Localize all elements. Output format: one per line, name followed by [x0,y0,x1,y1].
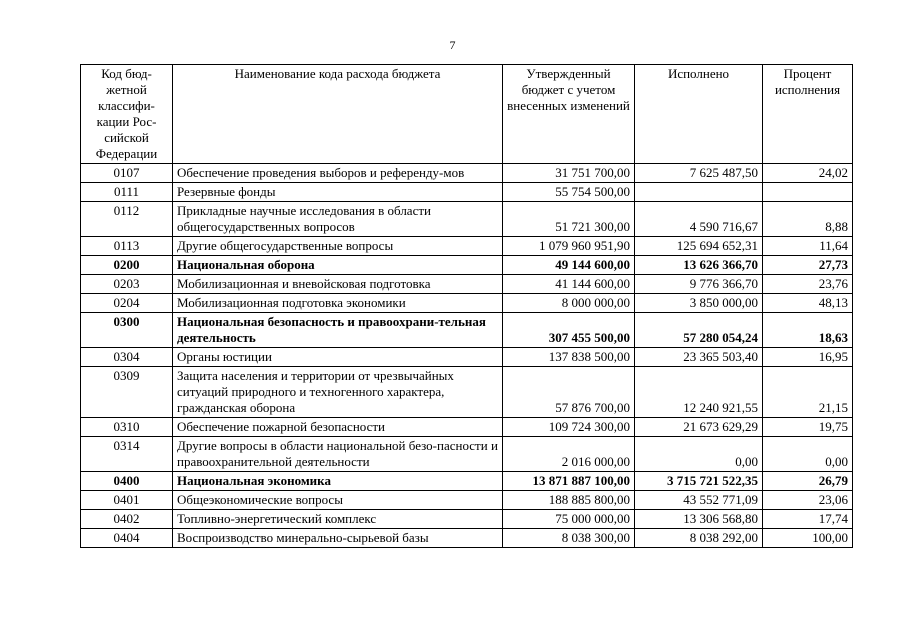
row-code: 0314 [81,437,173,472]
table-row [81,256,853,275]
table-row [81,418,853,437]
row-executed: 3 850 000,00 [635,294,763,313]
row-approved: 41 144 600,00 [503,275,635,294]
table-row [81,367,853,418]
row-code: 0404 [81,529,173,548]
row-approved: 31 751 700,00 [503,164,635,183]
row-approved: 109 724 300,00 [503,418,635,437]
row-name: Национальная экономика [173,472,503,491]
header-approved: Утвержденный бюджет с учетом внесенных изменений [503,65,635,164]
row-executed: 3 715 721 522,35 [635,472,763,491]
row-percent: 0,00 [763,437,853,472]
budget-execution-table [80,64,853,548]
row-approved: 137 838 500,00 [503,348,635,367]
row-name: Другие общегосударственные вопросы [173,237,503,256]
row-percent: 16,95 [763,348,853,367]
table-row [81,294,853,313]
row-code: 0203 [81,275,173,294]
row-approved: 49 144 600,00 [503,256,635,275]
row-name: Мобилизационная и вневойсковая подготовка [173,275,503,294]
row-name: Защита населения и территории от чрезвычайных ситуаций природного и техногенного характера, гражданская оборона [173,367,503,418]
row-percent: 23,06 [763,491,853,510]
row-percent [763,183,853,202]
header-name: Наименование кода расхода бюджета [173,65,503,164]
row-name: Топливно-энергетический комплекс [173,510,503,529]
row-code: 0113 [81,237,173,256]
row-executed: 8 038 292,00 [635,529,763,548]
row-percent: 48,13 [763,294,853,313]
table-header-row [81,65,853,164]
row-percent: 100,00 [763,529,853,548]
row-approved: 75 000 000,00 [503,510,635,529]
table-row [81,437,853,472]
row-name: Национальная безопасность и правоохрани-тельная деятельность [173,313,503,348]
row-name: Прикладные научные исследования в области общегосударственных вопросов [173,202,503,237]
table-row [81,164,853,183]
row-code: 0200 [81,256,173,275]
row-approved: 57 876 700,00 [503,367,635,418]
row-code: 0111 [81,183,173,202]
table-row [81,472,853,491]
table-row [81,183,853,202]
row-executed: 125 694 652,31 [635,237,763,256]
table-row [81,202,853,237]
row-approved: 1 079 960 951,90 [503,237,635,256]
row-approved: 188 885 800,00 [503,491,635,510]
row-percent: 8,88 [763,202,853,237]
row-percent: 21,15 [763,367,853,418]
table-row [81,348,853,367]
table-row [81,510,853,529]
row-percent: 27,73 [763,256,853,275]
row-executed: 57 280 054,24 [635,313,763,348]
row-executed: 21 673 629,29 [635,418,763,437]
table-row [81,529,853,548]
row-code: 0304 [81,348,173,367]
header-code: Код бюд-жетной классифи-кации Рос-сийской Федерации [81,65,173,164]
row-name: Другие вопросы в области национальной безо-пасности и правоохранительной деятельности [173,437,503,472]
row-code: 0112 [81,202,173,237]
table-row [81,491,853,510]
row-name: Обеспечение проведения выборов и референду-мов [173,164,503,183]
row-approved: 307 455 500,00 [503,313,635,348]
row-executed: 0,00 [635,437,763,472]
row-executed: 23 365 503,40 [635,348,763,367]
row-executed: 9 776 366,70 [635,275,763,294]
row-code: 0309 [81,367,173,418]
row-approved: 51 721 300,00 [503,202,635,237]
table-row [81,313,853,348]
row-executed: 13 626 366,70 [635,256,763,275]
table-row [81,237,853,256]
row-name: Обеспечение пожарной безопасности [173,418,503,437]
row-name: Национальная оборона [173,256,503,275]
row-executed: 4 590 716,67 [635,202,763,237]
row-percent: 26,79 [763,472,853,491]
row-code: 0400 [81,472,173,491]
row-approved: 8 000 000,00 [503,294,635,313]
row-executed: 12 240 921,55 [635,367,763,418]
row-executed: 43 552 771,09 [635,491,763,510]
row-code: 0402 [81,510,173,529]
row-percent: 23,76 [763,275,853,294]
row-code: 0300 [81,313,173,348]
header-percent: Процент исполнения [763,65,853,164]
row-name: Мобилизационная подготовка экономики [173,294,503,313]
row-approved: 2 016 000,00 [503,437,635,472]
row-executed [635,183,763,202]
row-name: Воспроизводство минерально-сырьевой базы [173,529,503,548]
row-code: 0107 [81,164,173,183]
row-code: 0204 [81,294,173,313]
row-percent: 11,64 [763,237,853,256]
row-code: 0401 [81,491,173,510]
row-name: Общеэкономические вопросы [173,491,503,510]
row-name: Органы юстиции [173,348,503,367]
page-number: 7 [449,38,456,52]
header-executed: Исполнено [635,65,763,164]
row-executed: 7 625 487,50 [635,164,763,183]
row-percent: 18,63 [763,313,853,348]
row-percent: 17,74 [763,510,853,529]
row-executed: 13 306 568,80 [635,510,763,529]
row-percent: 24,02 [763,164,853,183]
row-approved: 55 754 500,00 [503,183,635,202]
row-approved: 8 038 300,00 [503,529,635,548]
row-percent: 19,75 [763,418,853,437]
table-row [81,275,853,294]
row-code: 0310 [81,418,173,437]
row-approved: 13 871 887 100,00 [503,472,635,491]
row-name: Резервные фонды [173,183,503,202]
